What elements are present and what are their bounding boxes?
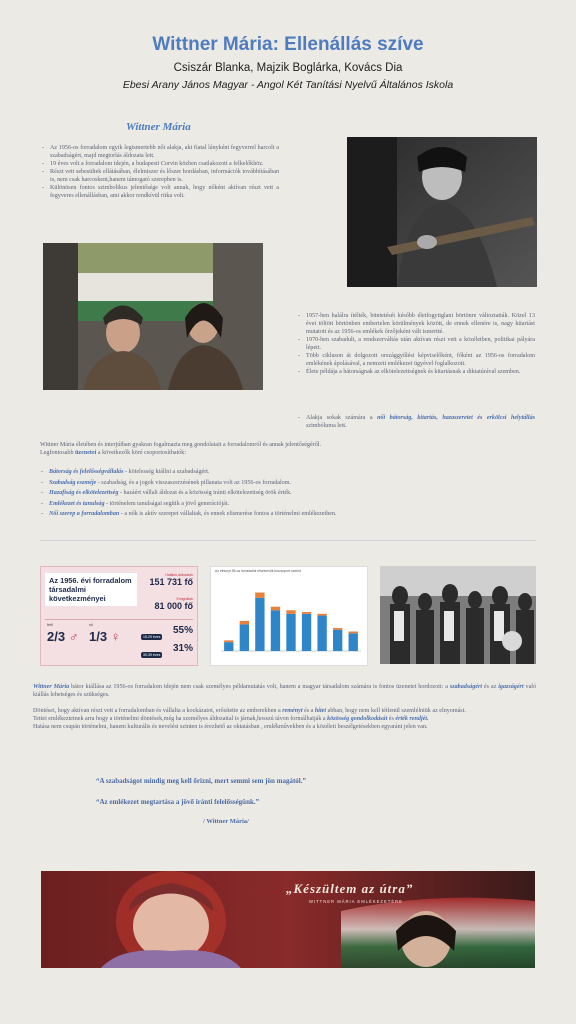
bio-last-suffix: szimbóluma lett. <box>306 423 347 429</box>
age-bar-chart <box>210 566 368 666</box>
fraction-female <box>89 623 120 644</box>
conclusion-p3-b: közösség gondolkodását <box>327 716 388 722</box>
conclusion <box>33 683 536 731</box>
banner-title: „Készültem az útra” <box>286 881 414 896</box>
bio-list-1-item: - 19 éves volt a forradalom idején, a budapesti Corvin közben csatlakozott a felkelőkhöz. <box>41 160 279 168</box>
chart-bar <box>255 593 264 598</box>
chart-bar <box>286 610 295 614</box>
infographic-title: Az 1956. évi forradalom társadalmi következményei <box>45 573 137 606</box>
chart-bar <box>224 642 233 651</box>
chart-svg <box>211 567 367 665</box>
theme-item <box>40 488 536 499</box>
section-divider <box>40 540 536 541</box>
infographic-divider <box>45 619 193 620</box>
conclusion-p2-b: reményt <box>282 708 303 714</box>
bio-list-2-item: - Élete példája a bátorságnak az elkötelezettségnek és kitartásnak a diktatúrával szemben. <box>297 368 535 376</box>
chart-bar <box>240 621 249 625</box>
pct1-value: 55% <box>172 625 193 636</box>
bio-list-2-item: - Több cikluson át dolgozott országgyűlési képviselőként, főként az 1956-os forradalom emlékének ápolásával, a nemzeti emlékezet ügyével foglalkozott. <box>297 352 535 368</box>
chart-bar <box>317 614 326 616</box>
frac1-value: 2/3 <box>47 629 66 644</box>
stat2-label: Emigráltak <box>176 597 193 601</box>
fraction-male <box>47 623 78 644</box>
chart-bar <box>271 607 280 611</box>
stat1-label: Halálos áldozatok <box>165 573 193 577</box>
conclusion-p2-c: és a <box>302 708 315 714</box>
pct2-value: 31% <box>172 643 193 654</box>
conclusion-p1-a: bátor kiállása az 1956-os forradalom idején nem csak személyes példamutatás volt, hanem a magyar társadalom számára is fontos üzenetet hordozott: a <box>69 684 450 690</box>
stat1 <box>141 573 193 587</box>
conclusion-p3 <box>33 715 536 723</box>
male-icon: ♂ <box>68 629 79 644</box>
quote-attribution: / Wittner Mária/ <box>203 818 249 825</box>
bio-list-1-item: - Különösen fontos szimbolikus jelentősége volt annak, hogy nőként aktívan részt vett a fegyveres ellenállásban, ami akkor rendkívül ritka volt. <box>41 184 279 200</box>
themes-intro-line-2 <box>40 449 536 457</box>
theme-bold: Szabadság eszméje <box>49 479 97 486</box>
themes-intro-suffix: a következők köré csoportosíthatók: <box>96 450 187 456</box>
stat2-value: 81 000 fő <box>154 601 193 611</box>
conclusion-p2-a: Döntései, hogy aktívan részt vett a forradalomban és vállalta a kockázatot, erősítette az emberekben a <box>33 708 283 714</box>
frac2-value: 1/3 <box>89 629 108 644</box>
theme-text: - szabadság, és a jogok visszaszerzésének pillanata volt az 1956-os forradalom. <box>96 479 291 486</box>
banner <box>41 871 535 968</box>
authors: Csiszár Blanka, Majzik Boglárka, Kovács Dia <box>173 62 403 74</box>
theme-bold: Női szerep a forradalomban <box>49 511 120 517</box>
bio-list-2-item: - 1970-ben szabadult, a rendszerváltás után aktívan részt vett a közéletben, politikai pályára lépett. <box>297 336 535 352</box>
bio-last-bullet: - <box>298 415 301 421</box>
film-still-photo <box>43 243 263 390</box>
theme-item <box>40 478 536 489</box>
theme-bold: Emlékezet és tanulság <box>49 500 105 507</box>
chart-bar <box>271 610 280 651</box>
bio-list-2 <box>297 312 535 376</box>
theme-bold: Bátorság és felelősségvállalás <box>49 469 124 475</box>
conclusion-p1-d: igazságért <box>498 684 524 690</box>
chart-bar <box>224 640 233 642</box>
conclusion-name: Wittner Mária <box>33 684 70 690</box>
conclusion-p1 <box>33 683 536 699</box>
conclusion-p2 <box>33 707 536 715</box>
themes-list <box>40 467 536 520</box>
conclusion-p2-d: hitet <box>314 708 327 714</box>
theme-item <box>40 467 536 478</box>
themes-intro-prefix: Legfontosabb <box>40 450 76 456</box>
themes-intro <box>40 441 536 457</box>
theme-text: - hazáért vállalt áldozat és a közösség iránti elkötelezettség örök érték. <box>118 490 292 496</box>
bio-last-item <box>297 414 535 430</box>
portrait-photo-rifle <box>347 137 537 287</box>
quote-1: “A szabadságot mindig meg kell őrizni, mert semmi sem jön magától.” <box>96 777 306 785</box>
frac2-label: nő <box>89 623 93 627</box>
bio-last-highlight: női bátorság, kitartás, hazaszeretet és erkölcsi helytállás <box>377 415 535 421</box>
chart-bar <box>317 616 326 651</box>
pct2-label: 30-39 éves <box>143 653 161 657</box>
themes-intro-line-1: Wittner Mária életében és interjúiban gyakran fogalmazta meg gondolatait a forradalomról és annak jelentőségéről. <box>40 442 321 448</box>
theme-text: - a nők is aktív szerepet vállaltak, és ennek elismerése fontos a történelmi emlékezetben. <box>119 511 337 517</box>
pct2 <box>141 643 193 661</box>
conclusion-p1-e: való kiállás lehetséges és szükséges. <box>33 684 537 698</box>
chart-title: Az elhunyt 56-os forradalmi résztvevők korcsoport szerint <box>215 569 302 573</box>
bio-list-2-item: - 1957-ben halálra ítélték, büntetését később életfogytiglani börtönre változtatták. Közel 13 évet töltött börtönben embertelen körülmények között, de ennek ellenére is, nagy kitartást mutatott és az 1956-os emlékek őrzőjeként vált ismertté. <box>297 312 535 336</box>
bio-last-prefix: Alakja sokak számára a <box>306 415 378 421</box>
theme-item <box>40 509 536 520</box>
conclusion-p4: Hatása nem csupán történelmi, hanem kulturális és nevelési szinten is érezhető az oktatásban , emlékművekben és a közéleti beszélgetésekben egyaránt jelen van. <box>33 724 428 730</box>
frac1-label: férfi <box>47 623 53 627</box>
conclusion-p1-c: és az <box>482 684 499 690</box>
bio-list-1-item: - Az 1956-os forradalom egyik legismertebb női alakja, aki fiatal lányként fegyverrel harcolt a szabadságért, majd megtorlás áldozata lett. <box>41 144 279 160</box>
conclusion-p1-b: szabadságért <box>449 684 483 690</box>
chart-bar <box>333 628 342 630</box>
bio-list-1-item: - Részt vett sebesültek ellátásában, élelmiszer és lőszer hordásban, információk továbbításában is, nem csak harcoskent,hanem támogató szerepben is. <box>41 168 279 184</box>
theme-item <box>40 499 536 510</box>
chart-bar <box>349 633 358 651</box>
female-icon: ♀ <box>110 629 121 644</box>
banner-subtitle: WITTNER MÁRIA EMLÉKEZETÉRE <box>309 899 403 904</box>
stat2 <box>141 597 193 611</box>
pct1-label: 15-29 éves <box>143 635 161 639</box>
chart-bar <box>302 614 311 651</box>
theme-text: - történelem tanulságai segítik a jövő generációját. <box>104 500 230 507</box>
chart-bar <box>240 624 249 651</box>
conclusion-p3-a: Tettei emlékeztetnek arra hogy a történelmi döntések,még ha személyes áldozattal is járnak,hosszú távon formálhatják a <box>33 716 328 722</box>
theme-text: - kötelesség kiállni a szabadságért. <box>123 469 210 475</box>
conclusion-p3-d: érték rendjét. <box>395 716 429 722</box>
chart-bar <box>286 614 295 651</box>
stat1-value: 151 731 fő <box>149 577 193 587</box>
school-name: Ebesi Arany János Magyar - Angol Két Tanítási Nyelvű Általános Iskola <box>122 79 454 91</box>
infographic <box>40 566 198 666</box>
chart-bar <box>333 630 342 651</box>
theme-bold: Hazafiság és elkötelezettség <box>49 490 119 496</box>
crowd-photo <box>380 566 536 664</box>
themes-intro-bold: üzenetei <box>75 450 97 456</box>
quote-2: “Az emlékezet megtartása a jövő iránti felelősségünk.” <box>96 798 260 806</box>
chart-bar <box>255 598 264 651</box>
chart-bar <box>302 612 311 614</box>
conclusion-p2-e: abban, hogy nem kell tétlenül szemlélniük az elnyomást. <box>326 708 466 714</box>
section-title: Wittner Mária <box>126 121 191 133</box>
poster-title: Wittner Mária: Ellenállás szíve <box>152 34 424 55</box>
chart-bar <box>349 632 358 634</box>
bio-list-1 <box>41 144 279 200</box>
pct1 <box>141 625 193 643</box>
conclusion-p3-c: és <box>387 716 396 722</box>
